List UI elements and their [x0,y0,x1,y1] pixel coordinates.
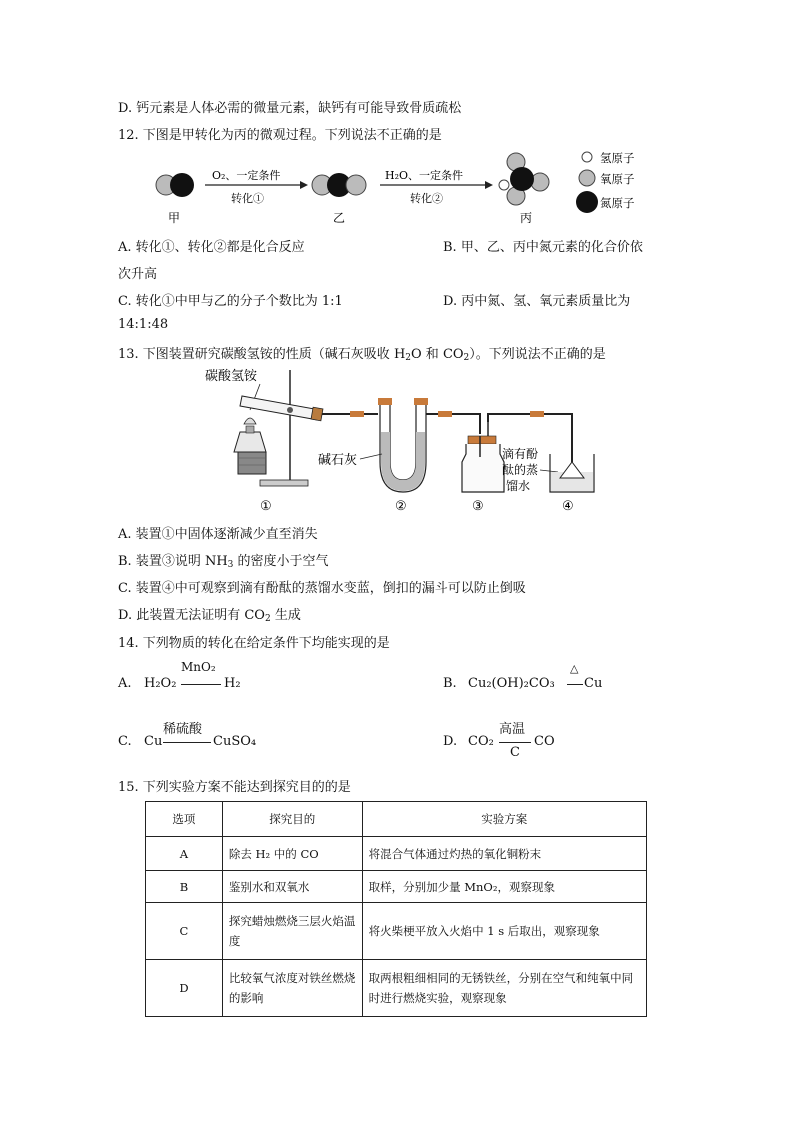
stand-base [260,480,308,486]
table-row [146,871,647,903]
row-plan: 取样，分别加少量 MnO₂，观察现象 [362,871,646,903]
molecule-bing [499,153,549,205]
row-purpose: 比较氧气浓度对铁丝燃烧的影响 [222,960,362,1017]
header-option: 选项 [146,802,223,837]
label-water-3: 馏水 [506,479,531,493]
q11-option-d: D. 钙元素是人体必需的微量元素，缺钙有可能导致骨质疏松 [118,101,462,116]
atom-o [531,173,549,191]
label-bing: 丙 [520,211,533,225]
row-option: C [146,903,223,960]
row-purpose: 鉴别水和双氧水 [222,871,362,903]
stopper [378,398,392,405]
row-purpose: 除去 H₂ 中的 CO [222,837,362,871]
molecule-yi [312,173,366,197]
soda-lime [381,432,425,491]
q13-option-b: B. 装置③说明 $NH_3$ 的密度小于空气 [118,554,329,570]
inverted-funnel [560,462,584,478]
molecule-jia [156,173,194,197]
q12-option-b: B. 甲、乙、丙中氮元素的化合价依 [443,240,643,255]
row-option: D [146,960,223,1017]
header-plan: 实验方案 [362,802,646,837]
q14-d-arrow [499,742,531,743]
clamp [287,407,293,413]
label-jia: 甲 [168,211,181,225]
q14-b-arrow [567,684,583,685]
atom-n [510,167,534,191]
q12-stem: 12. 下图是甲转化为丙的微观过程。下列说法不正确的是 [118,128,442,143]
q12-option-d: D. 丙中氮、氢、氧元素质量比为 [443,294,631,309]
apparatus-1 [234,370,323,486]
row-option: B [146,871,223,903]
test-tube [240,396,320,420]
row-purpose: 探究蜡烛燃烧三层火焰温度 [222,903,362,960]
q13-option-a: A. 装置①中固体逐渐减少直至消失 [118,527,318,542]
atom-o [346,175,366,195]
rubber-tube [438,411,452,417]
legend-n-symbol [576,191,598,213]
q14-b-product: Cu [584,676,603,691]
stopper [311,407,323,421]
q14-a-label: A. [118,676,132,691]
number-4: ④ [562,499,574,514]
arrow1-bottom-text: 转化① [231,192,264,205]
number-3: ③ [472,499,484,514]
row-plan: 取两根粗细相同的无锈铁丝，分别在空气和纯氧中同时进行燃烧实验，观察现象 [362,960,646,1017]
q15-table [145,801,647,1017]
q13-stem: 13. 下图装置研究碳酸氢铵的性质（碱石灰吸收 $H_2O$ 和 $CO_2$）。下列说法不正确的是 [118,347,606,363]
rubber-tube [530,411,544,417]
q12-option-c: C. 转化①中甲与乙的分子个数比为 1:1 [118,294,343,309]
q14-d-label: D. [443,734,458,749]
q14-b-condition: △ [570,662,579,675]
q14-c-condition: 稀硫酸 [163,722,203,737]
q14-a-condition: MnO₂ [181,660,216,674]
q13-option-c: C. 装置④中可观察到滴有酚酞的蒸馏水变蓝，倒扣的漏斗可以防止倒吸 [118,581,526,596]
q14-c-reactant: Cu [144,734,163,749]
atom-h [499,180,509,190]
apparatus-2 [378,398,428,492]
q15-stem: 15. 下列实验方案不能达到探究目的的是 [118,780,351,795]
q14-b-reactant: Cu₂(OH)₂CO₃ [468,676,555,691]
wood-block [238,452,266,474]
q13-apparatus-diagram [200,362,600,517]
header-purpose: 探究目的 [222,802,362,837]
leader-line [540,470,558,472]
arrow2-top-text: H₂O、一定条件 [385,169,464,182]
legend-o-symbol [579,170,595,186]
lamp-wick [246,426,254,433]
q14-stem: 14. 下列物质的转化在给定条件下均能实现的是 [118,636,390,651]
bottle [462,444,504,492]
label-water-2: 酞的蒸 [502,463,539,477]
q14-a-reactant: H₂O₂ [144,676,177,691]
apparatus-3 [462,422,504,492]
label-sodalime: 碱石灰 [318,453,358,468]
arrow2-bottom-text: 转化② [410,192,443,205]
q12-option-b-cont: 次升高 [118,267,158,282]
legend-o-label: 氧原子 [600,172,635,186]
q14-c-product: CuSO₄ [213,734,257,749]
stopper [468,436,496,444]
label-water-1: 滴有酚 [502,447,539,461]
q13-option-d: D. 此装置无法证明有 $CO_2$ 生成 [118,608,301,624]
label-yi: 乙 [333,211,346,225]
arrow2-head [485,181,493,189]
q14-a-product: H₂ [224,676,241,691]
legend-h-symbol [582,152,592,162]
arrow1-head [300,181,308,189]
q14-d-product: CO [534,734,555,749]
q12-option-a: A. 转化①、转化②都是化合反应 [118,240,305,255]
number-1: ① [260,499,272,514]
rubber-tube [350,411,364,417]
flame [244,418,256,424]
q14-b-label: B. [443,676,457,691]
tube-2-3 [426,414,480,434]
q14-a-arrow [181,684,221,685]
q12-molecule-diagram [140,142,660,232]
q14-c-label: C. [118,734,132,749]
alcohol-lamp [234,432,266,452]
row-plan: 将火柴梗平放入火焰中 1 s 后取出，观察现象 [362,903,646,960]
legend [576,151,635,213]
row-plan: 将混合气体通过灼热的氧化铜粉末 [362,837,646,871]
atom-n [170,173,194,197]
q14-c-arrow [163,742,211,743]
q14-d-condition-bottom: C [510,745,520,760]
legend-h-label: 氢原子 [600,151,635,165]
table-header-row [146,802,647,837]
legend-n-label: 氮原子 [600,196,635,210]
row-option: A [146,837,223,871]
table-row [146,903,647,960]
q14-d-reactant: CO₂ [468,734,494,749]
table-row [146,837,647,871]
u-tube-inner [390,402,416,480]
stopper [414,398,428,405]
q12-option-d-cont: 14:1:48 [118,317,169,332]
label-nh4hco3: 碳酸氢铵 [205,369,258,384]
arrow1-top-text: O₂、一定条件 [212,169,281,182]
number-2: ② [395,499,407,514]
leader-line [360,454,382,459]
q14-d-condition-top: 高温 [499,722,526,737]
table-row [146,960,647,1017]
